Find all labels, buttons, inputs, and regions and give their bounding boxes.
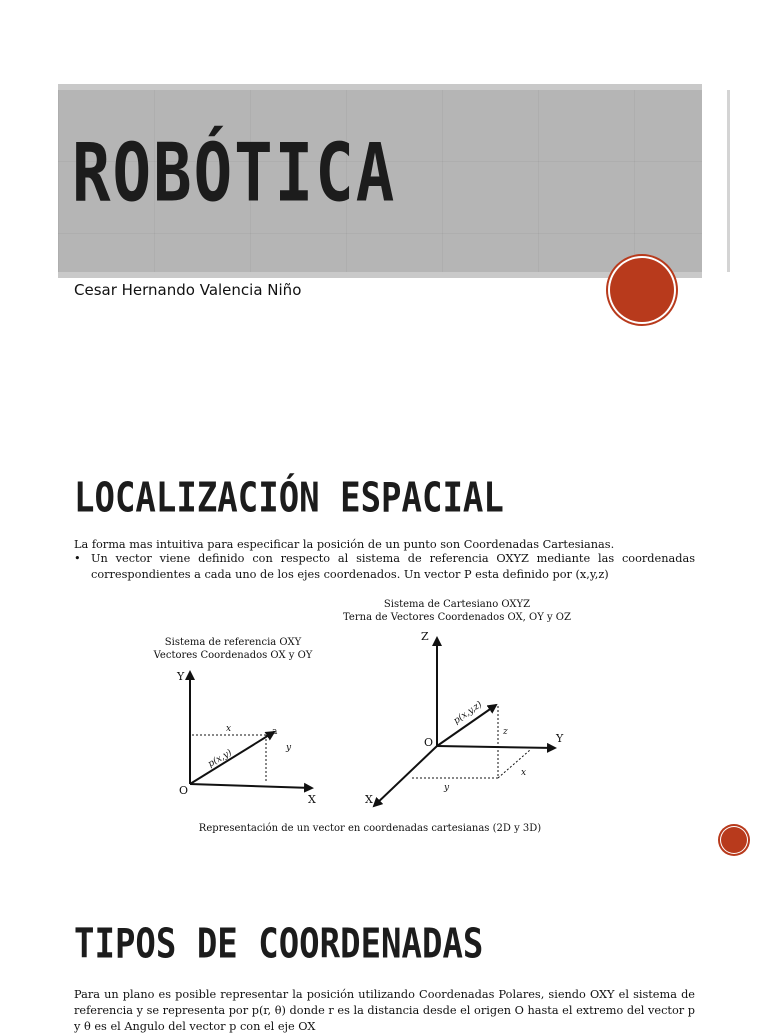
dim-z-label: z [503,727,508,737]
diagram-2d [170,664,330,809]
diagram-3d-label [330,598,584,624]
axis-y-label: Y [556,732,564,745]
dim-y-label: y [286,743,292,753]
diagram-2d-label-line2: Vectores Coordenados OX y OY [153,650,313,661]
axis-z-label: Z [421,630,429,643]
bullet-item [74,551,695,583]
vector-label: p(x,y) [206,748,234,770]
origin-label: O [179,784,189,797]
polar-paragraph: Para un plano es posible representar la posición utilizando Coordenadas Polares, siendo OXY el sistema de referencia y se representa por p(r, θ) donde r es la distancia desde el origen O hasta el extremo del vector p y θ es el Angulo del vector p con el eje OX [74,988,695,1033]
axis-y-line [437,746,555,748]
section-title-localizacion: LOCALIZACIÓN ESPACIAL [74,474,504,523]
axis-x-label: X [365,793,373,806]
bullet-text: Un vector viene definido con respecto al sistema de referencia OXYZ mediante las coordenadas correspondientes a cada uno de los ejes coordenados. Un vector P esta definido por (x,y,z) [91,552,695,581]
vector-line [190,732,274,784]
bullet-marker: • [74,552,81,565]
decorative-circle [610,258,674,322]
axis-x-label: X [308,793,316,806]
intro-paragraph: La forma mas intuitiva para especificar la posición de un punto son Coordenadas Cartesianas. [74,538,615,551]
banner-divider [727,90,730,272]
vector-label: p(x,y,z) [451,699,485,727]
dim-x-label: x [521,768,527,778]
dim-y-label: y [444,783,450,793]
diagram-3d-label-line1: Sistema de Cartesiano OXYZ [383,599,531,610]
point-label: a [272,727,278,737]
diagram-3d-label-line2: Terna de Vectores Coordenados OX, OY y OZ [343,612,571,623]
diagram-2d-label [140,636,326,662]
diagram-3d [358,626,568,812]
axis-x-line [190,784,312,788]
title-banner [58,84,702,278]
origin-label: O [424,736,434,749]
diagram-2d-label-line1: Sistema de referencia OXY [164,637,302,648]
dim-x-label: x [226,724,232,734]
axis-x-line [374,746,437,806]
section-title-tipos: TIPOS DE COORDENADAS [74,920,484,969]
axis-y-label: Y [177,670,185,683]
author-name: Cesar Hernando Valencia Niño [74,281,302,299]
slide-title: ROBÓTICA [72,127,397,221]
diagram-caption: Representación de un vector en coordenadas cartesianas (2D y 3D) [198,823,542,834]
decorative-circle [721,827,747,853]
